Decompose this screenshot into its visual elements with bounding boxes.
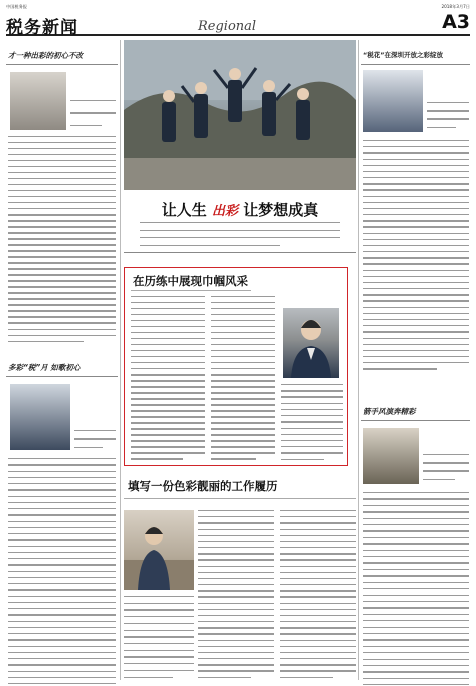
photo-caption [427,102,469,128]
issue-date: 2018年3月7日 [441,4,470,9]
main-headline-decorative: 出彩 [211,204,238,219]
section-title: 税务新闻 [6,18,78,38]
second-article-title: 填写一份色彩靓丽的工作履历 [128,479,278,493]
left-article-text-2 [8,458,116,686]
photo-tax-officers [363,70,423,132]
column-separator [120,40,121,680]
right-article-text-1 [363,140,469,370]
masthead-info-bar [6,3,470,11]
feature-article-box [124,267,348,466]
photo-woman-reading [363,428,419,484]
divider [6,376,118,377]
second-text-col-0 [124,596,194,678]
main-headline-right: 让梦想成真 [243,201,319,219]
photo-caption [423,454,469,480]
byline-rule [124,498,356,499]
byline-rule [131,290,251,291]
divider [361,64,470,65]
paper-name: 中国税务报 [6,4,27,9]
main-intro-text [140,222,340,246]
left-headline-mid: 多彩“税”月 如歌初心 [8,363,81,372]
main-headline-left: 让人生 [161,201,207,219]
photo-caption [74,430,116,448]
photo-officer-with-sign [10,384,70,450]
page-number: A3 [442,11,470,33]
second-photo-illustration [124,510,194,590]
feature-photo-portrait [283,308,339,378]
right-column [361,40,470,680]
feature-text-col-2 [211,296,275,460]
second-text-col-1 [198,510,274,678]
left-headline-top: 才一种出彩的初心不改 [8,51,83,60]
section-english-title: Regional [198,19,257,34]
feature-text-col-3 [281,384,343,460]
left-article-text-1 [8,136,116,342]
hero-photo-illustration [124,40,356,190]
portrait-illustration [283,308,339,378]
right-headline-mid: 箭手风演奔精彩 [363,407,416,416]
photo-woman-portrait [10,72,66,130]
column-separator [358,40,359,680]
divider [6,64,118,65]
feature-article-title: 在历练中展现巾帼风采 [133,274,248,288]
second-article-photo [124,510,194,590]
divider [361,420,470,421]
hero-photo-women-jumping [124,40,356,190]
right-headline-top: “税花”在深圳开放之彩绽放 [363,51,444,59]
second-text-col-2 [280,510,356,678]
main-headline [124,199,356,220]
left-column [6,40,118,680]
divider [124,252,356,253]
masthead [6,12,470,36]
feature-text-col-1 [131,296,205,460]
photo-caption [70,100,116,126]
right-article-text-2 [363,492,469,686]
